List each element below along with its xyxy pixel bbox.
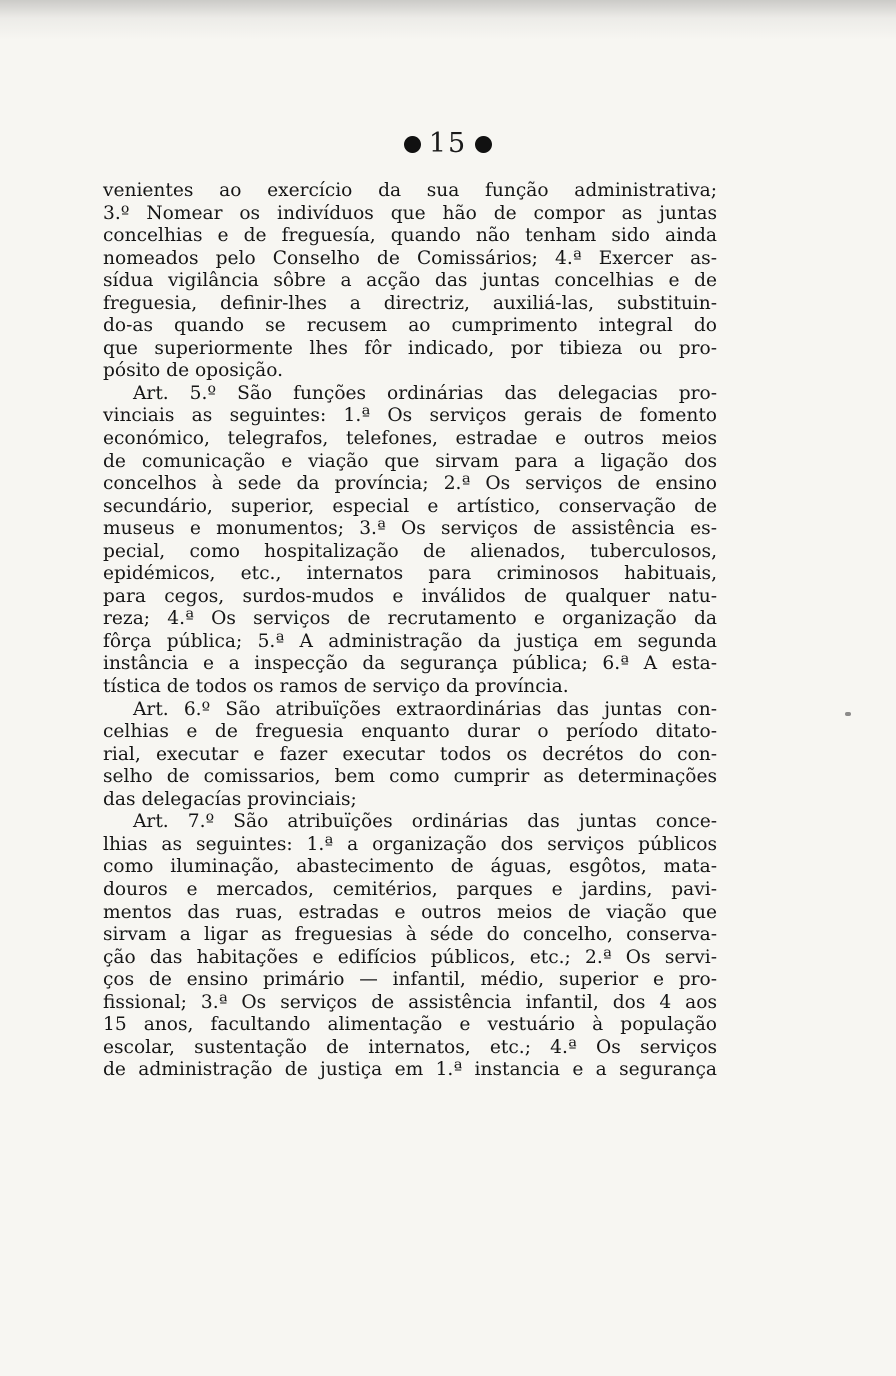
text-line: sirvam a ligar as freguesias à séde do concelho, conserva-: [103, 924, 717, 946]
text-line: 3.º Nomear os indivíduos que hão de compor as juntas: [103, 202, 717, 224]
scan-edge-shading: [0, 0, 896, 40]
text-line: de comunicação e viação que sirvam para a ligação dos: [103, 450, 717, 472]
text-line: do-as quando se recusem ao cumprimento integral do: [103, 315, 717, 337]
text-line: de administração de justiça em 1.ª instancia e a segurança: [103, 1059, 717, 1081]
text-line: lhias as seguintes: 1.ª a organização dos serviços públicos: [103, 833, 717, 855]
text-line: secundário, superior, especial e artístico, conservação de: [103, 495, 717, 517]
text-line: sídua vigilância sôbre a acção das juntas concelhias e de: [103, 270, 717, 292]
text-line: pecial, como hospitalização de alienados, tuberculosos,: [103, 540, 717, 562]
text-line: douros e mercados, cemitérios, parques e jardins, pavi-: [103, 878, 717, 900]
text-line: venientes ao exercício da sua função administrativa;: [103, 180, 717, 201]
text-line: escolar, sustentação de internatos, etc.; 4.ª Os serviços: [103, 1036, 717, 1058]
text-line: fissional; 3.ª Os serviços de assistência infantil, dos 4 aos: [103, 991, 717, 1013]
text-line: selho de comissarios, bem como cumprir as determinações: [103, 766, 717, 788]
text-line: Art. 7.º São atribuïções ordinárias das juntas conce-: [133, 811, 717, 833]
text-line: reza; 4.ª Os serviços de recrutamento e organização da: [103, 608, 717, 630]
text-line: ção das habitações e edifícios públicos, etc.; 2.ª Os servi-: [103, 946, 717, 968]
text-line: para cegos, surdos-mudos e inválidos de qualquer natu-: [103, 585, 717, 607]
text-line: pósito de oposição.: [103, 360, 284, 382]
page-number-header: [0, 128, 896, 159]
bullet-dot-icon: [404, 136, 421, 153]
text-line: 15 anos, facultando alimentação e vestuário à população: [103, 1014, 717, 1036]
text-line: das delegacías provinciais;: [103, 788, 357, 810]
text-line: Art. 5.º São funções ordinárias das delegacias pro-: [133, 382, 717, 404]
text-line: instância e a inspecção da segurança pública; 6.ª A esta-: [103, 653, 717, 675]
text-line: económico, telegrafos, telefones, estradae e outros meios: [103, 428, 717, 450]
text-line: que superiormente lhes fôr indicado, por tibieza ou pro-: [103, 337, 717, 359]
text-line: concelhias e de freguesía, quando não tenham sido ainda: [103, 225, 717, 247]
text-line: epidémicos, etc., internatos para criminosos habituais,: [103, 563, 717, 585]
text-line: concelhos à sede da província; 2.ª Os serviços de ensino: [103, 473, 717, 495]
text-line: rial, executar e fazer executar todos os decrétos do con-: [103, 743, 717, 765]
text-line: mentos das ruas, estradas e outros meios de viação que: [103, 901, 717, 923]
text-line: como iluminação, abastecimento de águas, esgôtos, mata-: [103, 856, 717, 878]
text-line: freguesia, definir-lhes a directriz, auxiliá-las, substituin-: [103, 292, 717, 314]
page-number: 15: [428, 128, 468, 159]
bullet-dot-icon: [475, 136, 492, 153]
text-line: celhias e de freguesia enquanto durar o período ditato-: [103, 721, 717, 743]
text-line: ços de ensino primário — infantil, médio, superior e pro-: [103, 969, 717, 991]
text-line: vinciais as seguintes: 1.ª Os serviços gerais de fomento: [103, 405, 717, 427]
text-line: fôrça pública; 5.ª A administração da justiça em segunda: [103, 630, 717, 652]
ink-speck: [845, 712, 851, 716]
text-line: tística de todos os ramos de serviço da província.: [103, 676, 569, 698]
text-line: nomeados pelo Conselho de Comissários; 4.ª Exercer as-: [103, 247, 717, 269]
text-line: museus e monumentos; 3.ª Os serviços de assistência es-: [103, 518, 717, 540]
text-line: Art. 6.º São atribuïções extraordinárias das juntas con-: [133, 698, 717, 720]
body-text: [103, 180, 717, 1082]
